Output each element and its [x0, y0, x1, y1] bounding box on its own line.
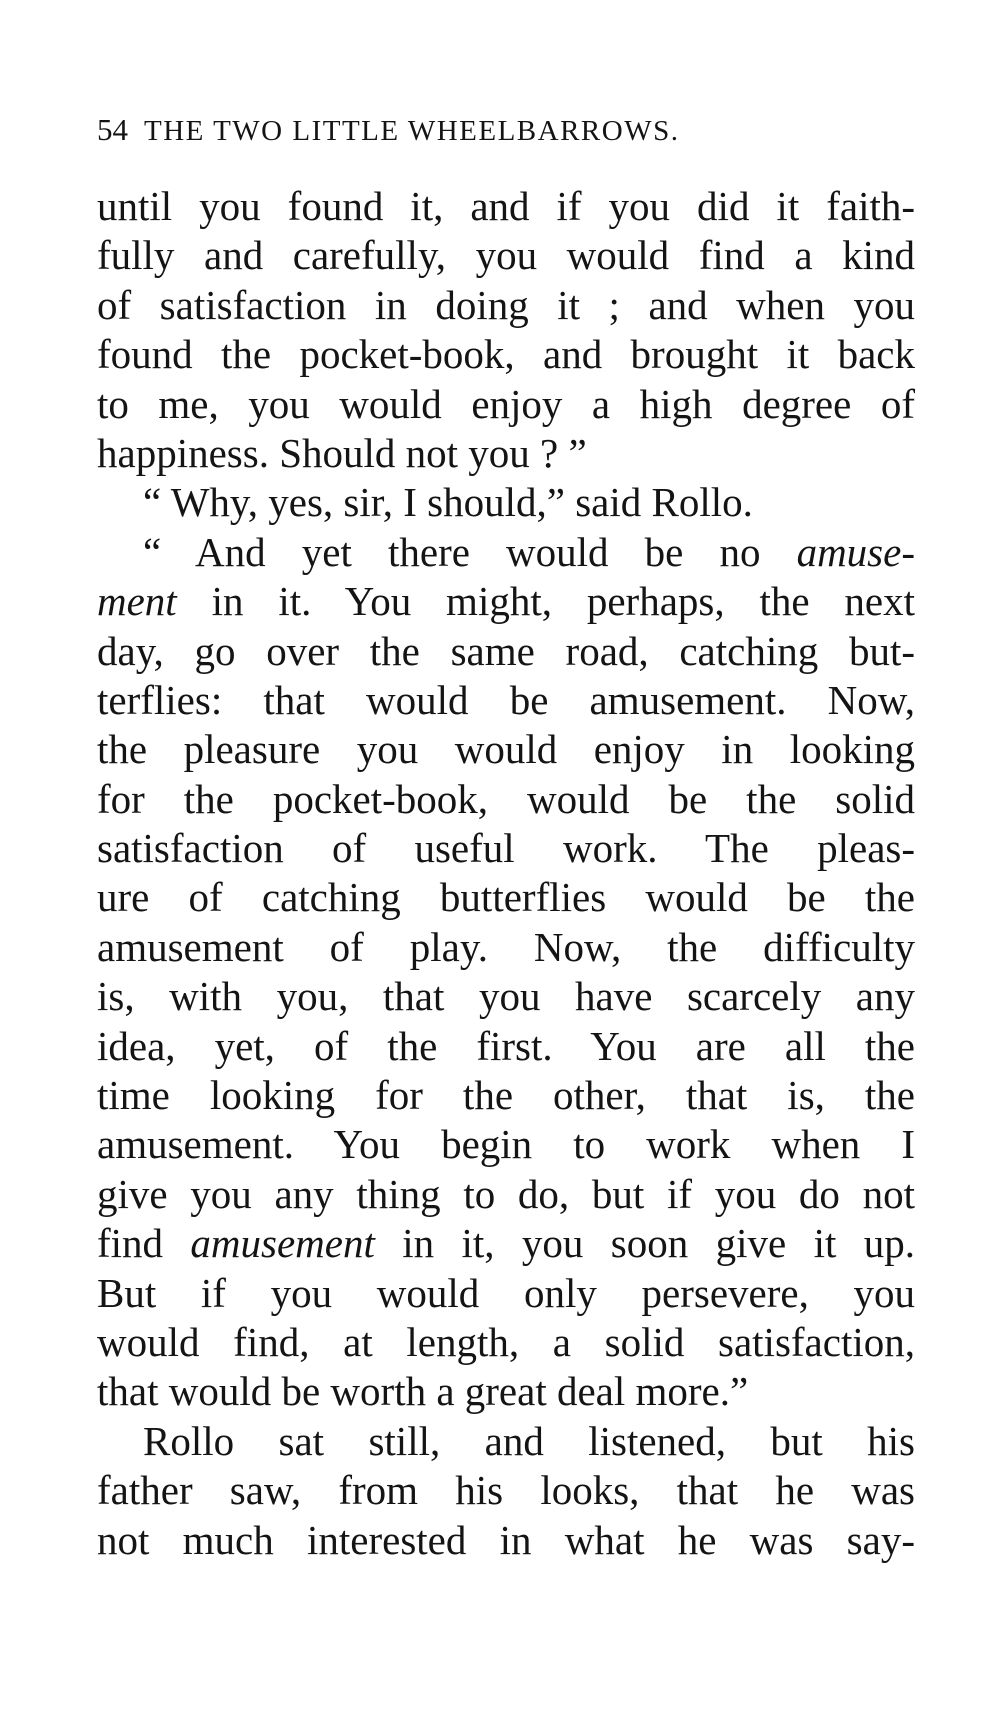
text-line: until you found it, and if you did it faith- — [97, 183, 915, 229]
text-line: is, with you, that you have scarcely any — [97, 973, 915, 1020]
text-line: the pleasure you would enjoy in looking — [97, 726, 915, 773]
text-line: found the pocket-book, and brought it back — [97, 331, 915, 378]
text-line: would find, at length, a solid satisfaction, — [97, 1318, 915, 1365]
text-line: to me, you would enjoy a high degree of — [97, 380, 915, 427]
body-text — [97, 182, 915, 1565]
page-number: 54 — [97, 112, 128, 147]
text-line: amusement of play. Now, the difficulty — [97, 923, 915, 970]
text-line: for the pocket-book, would be the solid — [97, 775, 915, 822]
text-line: of satisfaction in doing it ; and when you — [97, 281, 915, 328]
text-line: terflies: that would be amusement. Now, — [97, 676, 915, 723]
text-line: happiness. Should not you ? ” — [97, 429, 587, 476]
italic-text: amuse- — [796, 528, 915, 575]
text-line: amusement. You begin to work when I — [97, 1121, 915, 1168]
text-line: not much interested in what he was say- — [97, 1516, 915, 1563]
running-header — [97, 110, 897, 150]
text-line: Rollo sat still, and listened, but his — [143, 1417, 915, 1464]
text-line: ure of catching butterflies would be the — [97, 874, 915, 921]
text-run: in it, you soon give it up. — [374, 1220, 916, 1267]
text-line — [97, 577, 915, 626]
text-line: idea, yet, of the first. You are all the — [97, 1022, 915, 1069]
text-line: “ Why, yes, sir, I should,” said Rollo. — [143, 479, 753, 526]
text-run: “ And yet there would be no — [143, 528, 797, 575]
text-line: time looking for the other, that is, the — [97, 1072, 915, 1119]
text-line: give you any thing to do, but if you do not — [97, 1170, 915, 1217]
text-line: father saw, from his looks, that he was — [97, 1467, 915, 1514]
text-run: find — [97, 1220, 191, 1267]
text-run: in it. You might, perhaps, the next — [176, 578, 915, 625]
text-line — [97, 1219, 915, 1268]
italic-text: amusement — [190, 1220, 375, 1267]
text-line — [97, 528, 915, 577]
text-line: But if you would only persevere, you — [97, 1269, 915, 1316]
italic-text: ment — [97, 578, 177, 625]
text-line: fully and carefully, you would find a kind — [97, 232, 915, 279]
running-title: THE TWO LITTLE WHEELBARROWS. — [144, 115, 680, 147]
text-line: satisfaction of useful work. The pleas- — [97, 825, 915, 872]
text-line: day, go over the same road, catching but- — [97, 627, 915, 674]
text-line: that would be worth a great deal more.” — [97, 1368, 749, 1415]
